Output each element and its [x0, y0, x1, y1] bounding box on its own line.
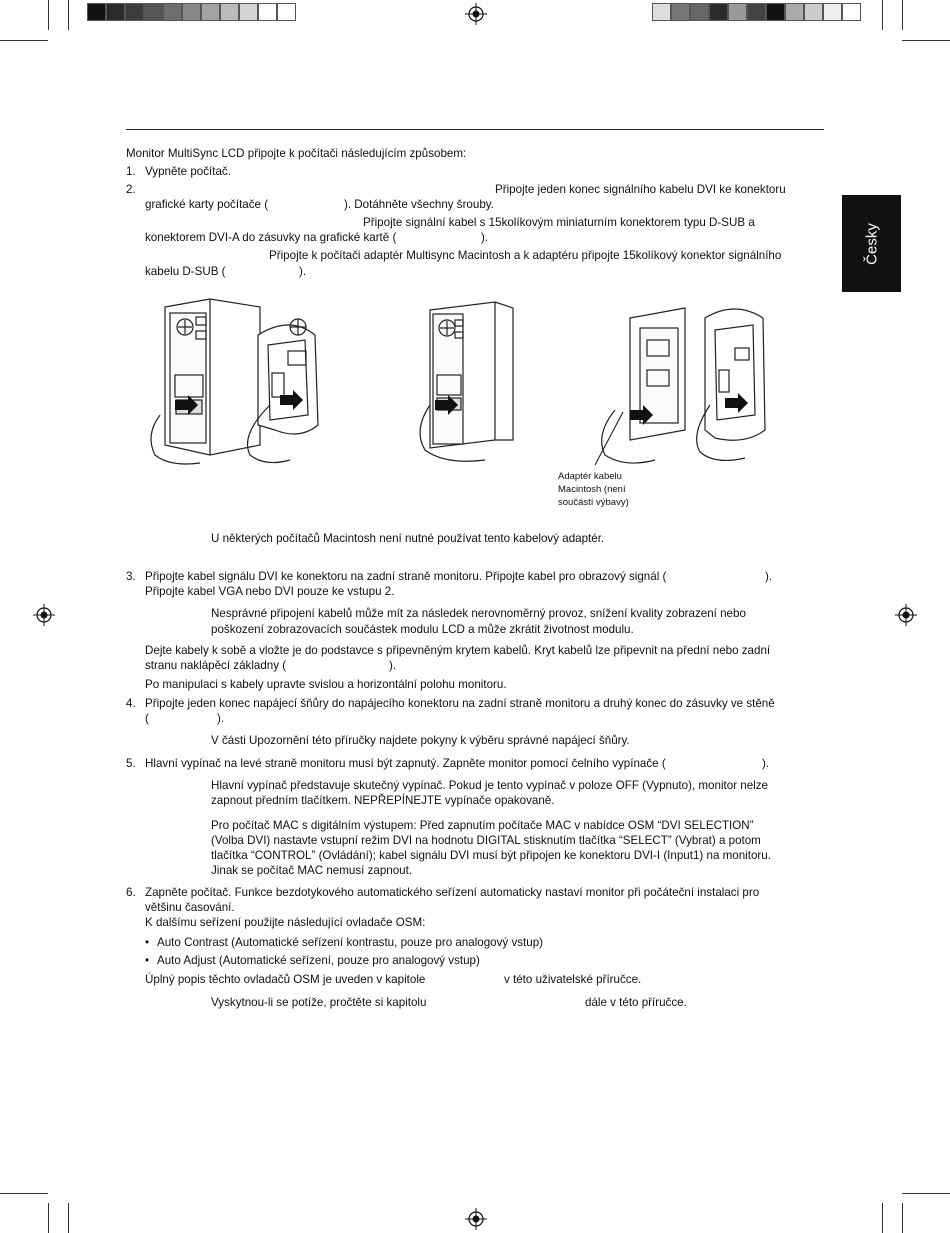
figure-pc-monitor-connection [140, 295, 330, 470]
registration-mark-icon [465, 3, 487, 25]
step5-line1b: ). [762, 757, 770, 770]
color-swatch [239, 3, 258, 21]
step2-line2a: grafické karty počítače ( [145, 198, 269, 211]
step6-line4a: Úplný popis těchto ovladačů OSM je uveden v kapitole [145, 973, 426, 986]
bullet-icon: • [145, 954, 150, 967]
step-number: 6. [126, 886, 136, 899]
crop-mark [0, 1193, 48, 1194]
crop-mark [0, 40, 48, 41]
registration-mark-icon [895, 604, 917, 626]
crop-mark [902, 1193, 950, 1194]
step2-line5: Připojte k počítači adaptér Multisync Macintosh a k adaptéru připojte 15kolíkový konektor signálního [269, 249, 782, 262]
step5-mac-line: Pro počítač MAC s digitálním výstupem: Před zapnutím počítače MAC v nabídce OSM “DVI SELECTION” [211, 819, 754, 832]
color-swatch [842, 3, 861, 21]
step5-mac-line: tlačítka “CONTROL” (Ovládání); kabel signálu DVI musí být připojen ke konektoru DVI-I (Input1) na monitoru. [211, 849, 771, 862]
crop-mark [48, 0, 49, 30]
step2-line4b: ). [481, 231, 489, 244]
color-swatch [182, 3, 201, 21]
step2-line4a: konektorem DVI-A do zásuvky na grafické kartě ( [145, 231, 397, 244]
registration-mark-icon [33, 604, 55, 626]
step3-line2: Připojte kabel VGA nebo DVI pouze ke vstupu 2. [145, 585, 395, 598]
step1-text: Vypněte počítač. [145, 165, 231, 178]
figure-macintosh-connection [585, 300, 775, 470]
crop-mark [882, 1203, 883, 1233]
color-swatch [823, 3, 842, 21]
note-mac-adapter: U některých počítačů Macintosh není nutné používat tento kabelový adaptér. [211, 532, 605, 545]
step6-line2: většinu časování. [145, 901, 235, 914]
header-rule [126, 129, 824, 130]
step-number: 4. [126, 697, 136, 710]
step5-mac-line: Jinak se počítač MAC nemusí zapnout. [211, 864, 413, 877]
step3-para1-line2b: ). [389, 659, 397, 672]
step-number: 1. [126, 165, 136, 178]
step5-mac-line: (Volba DVI) nastavte vstupní režim DVI na hodnotu DIGITAL stisknutím tlačítka “SELECT” (Vybrat) a potom [211, 834, 761, 847]
color-swatch [804, 3, 823, 21]
step6-note-a: Vyskytnou-li se potíže, pročtěte si kapitolu [211, 996, 427, 1009]
step5-note-line: Hlavní vypínač představuje skutečný vypínač. Pokud je tento vypínač v poloze OFF (Vypnuto), monitor nelze [211, 779, 768, 792]
crop-mark [882, 0, 883, 30]
step6-line3: K dalšímu seřízení použijte následující ovladače OSM: [145, 916, 426, 929]
color-swatch [220, 3, 239, 21]
step6-bullet: Auto Contrast (Automatické seřízení kontrastu, pouze pro analogový vstup) [157, 936, 544, 949]
figure-dsub-connection [405, 300, 520, 470]
step2-line3: Připojte signální kabel s 15kolíkovým miniaturním konektorem typu D-SUB a [363, 216, 755, 229]
step4-line2a: ( [145, 712, 149, 725]
step3-line1a: Připojte kabel signálu DVI ke konektoru na zadní straně monitoru. Připojte kabel pro obrazový signál ( [145, 570, 667, 583]
crop-mark [48, 1203, 49, 1233]
color-swatch [87, 3, 106, 21]
intro-text: Monitor MultiSync LCD připojte k počítači následujícím způsobem: [126, 147, 467, 160]
step6-line4b: v této uživatelské příručce. [504, 973, 642, 986]
color-swatch [690, 3, 709, 21]
step3-para1-line: Dejte kabely k sobě a vložte je do podstavce s připevněným krytem kabelů. Kryt kabelů lze připevnit na přední nebo zadní [145, 644, 771, 657]
registration-mark-icon [465, 1208, 487, 1230]
color-swatch [277, 3, 296, 21]
color-swatch [106, 3, 125, 21]
color-swatch [201, 3, 220, 21]
figure-caption-line: Adaptér kabelu [558, 471, 622, 482]
color-swatch [163, 3, 182, 21]
step-number: 2. [126, 183, 136, 196]
step4-note: V části Upozornění této příručky najdete pokyny k výběru správné napájecí šňůry. [211, 734, 630, 747]
step6-line1: Zapněte počítač. Funkce bezdotykového automatického seřízení automaticky nastaví monitor při počáteční instalaci pro [145, 886, 760, 899]
crop-mark [902, 0, 903, 30]
step2-line1: Připojte jeden konec signálního kabelu DVI ke konektoru [495, 183, 786, 196]
step2-line2b: ). Dotáhněte všechny šrouby. [344, 198, 494, 211]
caution-line: poškození zobrazovacích součástek modulu LCD a může zkrátit životnost modulu. [211, 623, 634, 636]
color-swatch [747, 3, 766, 21]
color-swatch [766, 3, 785, 21]
color-swatch [728, 3, 747, 21]
step-number: 3. [126, 570, 136, 583]
color-swatch [709, 3, 728, 21]
step5-line1a: Hlavní vypínač na levé straně monitoru musí být zapnutý. Zapněte monitor pomocí čelního vypínače ( [145, 757, 666, 770]
color-swatch [125, 3, 144, 21]
color-swatch [652, 3, 671, 21]
color-swatch [258, 3, 277, 21]
bullet-icon: • [145, 936, 150, 949]
color-swatch [671, 3, 690, 21]
step2-line6b: ). [299, 265, 307, 278]
figure-caption-line: Macintosh (není [558, 484, 626, 495]
crop-mark [902, 1203, 903, 1233]
language-tab [842, 195, 901, 292]
step4-line1: Připojte jeden konec napájecí šňůry do napájecího konektoru na zadní straně monitoru a druhý konec do zásuvky ve stěně [145, 697, 775, 710]
language-tab-label: Česky [863, 222, 880, 265]
step-number: 5. [126, 757, 136, 770]
color-swatch [144, 3, 163, 21]
step6-bullet: Auto Adjust (Automatické seřízení, pouze pro analogový vstup) [157, 954, 480, 967]
step2-line6a: kabelu D-SUB ( [145, 265, 226, 278]
crop-mark [68, 1203, 69, 1233]
step3-line1b: ). [765, 570, 773, 583]
color-swatch [785, 3, 804, 21]
step6-note-b: dále v této příručce. [585, 996, 687, 1009]
step3-para2: Po manipulaci s kabely upravte svislou a horizontální polohu monitoru. [145, 678, 507, 691]
step4-line2b: ). [217, 712, 225, 725]
step5-note-line: zapnout předním tlačítkem. NEPŘEPÍNEJTE vypínače opakovaně. [211, 794, 555, 807]
crop-mark [68, 0, 69, 30]
figure-caption-line: součástí výbavy) [558, 497, 629, 508]
caution-line: Nesprávné připojení kabelů může mít za následek nerovnoměrný provoz, snížení kvality zobrazení nebo [211, 607, 746, 620]
step3-para1-line2a: stranu naklápěcí základny ( [145, 659, 287, 672]
crop-mark [902, 40, 950, 41]
